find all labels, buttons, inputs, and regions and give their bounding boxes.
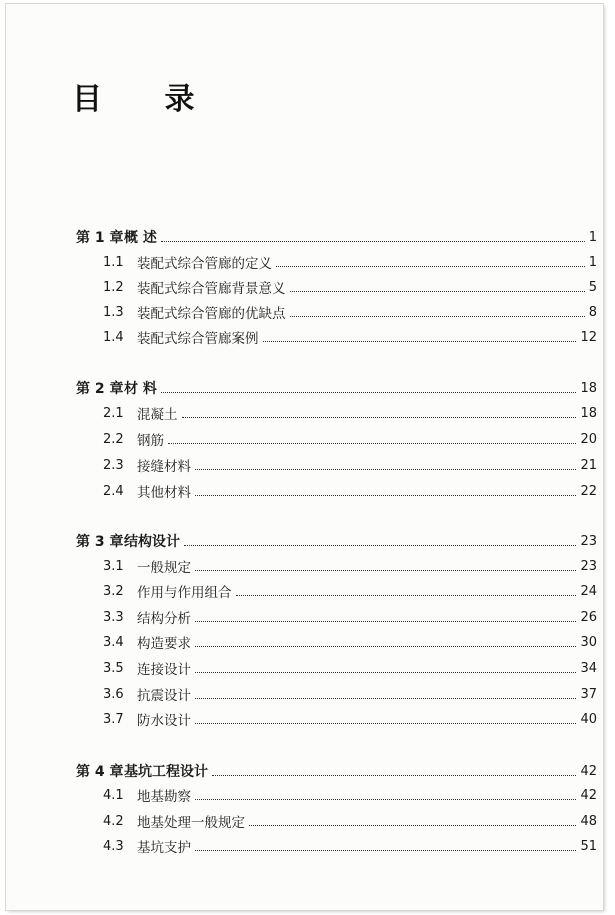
chapter-number: 第 2 章 — [76, 381, 124, 397]
page-number: 30 — [580, 634, 597, 650]
section-number: 2.4 — [103, 483, 124, 499]
chapter-number: 第 4 章 — [76, 764, 124, 780]
page-number: 34 — [580, 660, 597, 676]
page-number: 18 — [580, 380, 597, 396]
dot-leader — [290, 312, 585, 317]
section-title: 钢筋 — [137, 433, 164, 449]
page-number: 24 — [580, 583, 597, 599]
toc-section-1-4 — [6, 326, 603, 348]
chapter-title: 基坑工程设计 — [124, 764, 208, 780]
chapter-title: 概 述 — [124, 230, 157, 246]
dot-leader — [249, 821, 576, 826]
toc-chapter-3 — [6, 530, 603, 552]
page-number: 21 — [580, 457, 597, 473]
dot-leader — [182, 413, 577, 418]
section-title: 接缝材料 — [137, 459, 191, 475]
chapter-title: 结构设计 — [124, 534, 180, 550]
dot-leader — [195, 795, 576, 800]
section-title: 地基处理一般规定 — [137, 815, 245, 831]
toc-section-2-2 — [6, 428, 603, 450]
section-title: 作用与作用组合 — [137, 585, 232, 601]
dot-leader — [195, 617, 576, 622]
section-title: 构造要求 — [137, 636, 191, 652]
dot-leader — [195, 491, 576, 496]
page-number: 26 — [580, 609, 597, 625]
page-number: 42 — [580, 763, 597, 779]
dot-leader — [195, 846, 576, 851]
section-number: 2.1 — [103, 405, 124, 421]
page-number: 23 — [580, 558, 597, 574]
toc-section-4-3 — [6, 835, 603, 857]
dot-leader — [290, 287, 585, 292]
section-number: 1.3 — [103, 304, 124, 320]
dot-leader — [195, 694, 576, 699]
section-number: 4.3 — [103, 838, 124, 854]
toc-section-3-4 — [6, 631, 603, 653]
toc-section-3-6 — [6, 683, 603, 705]
page-number: 37 — [580, 686, 597, 702]
dot-leader — [236, 591, 577, 596]
section-title: 装配式综合管廊的优缺点 — [137, 306, 286, 322]
page-number: 1 — [588, 229, 597, 245]
toc-section-2-1 — [6, 402, 603, 424]
dot-leader — [161, 388, 577, 393]
table-of-contents — [6, 4, 603, 910]
section-number: 1.2 — [103, 279, 124, 295]
dot-leader — [168, 439, 576, 444]
dot-leader — [212, 771, 576, 776]
dot-leader — [161, 237, 585, 242]
section-number: 1.1 — [103, 254, 124, 270]
toc-chapter-1 — [6, 226, 603, 248]
section-title: 连接设计 — [137, 662, 191, 678]
section-title: 基坑支护 — [137, 840, 191, 856]
page-number: 20 — [580, 431, 597, 447]
page-number: 12 — [580, 329, 597, 345]
section-title: 混凝土 — [137, 407, 178, 423]
dot-leader — [195, 465, 576, 470]
section-number: 3.5 — [103, 660, 124, 676]
dot-leader — [184, 541, 576, 546]
page-number: 1 — [588, 254, 597, 270]
toc-section-4-1 — [6, 784, 603, 806]
section-title: 装配式综合管廊背景意义 — [137, 281, 286, 297]
toc-chapter-4 — [6, 760, 603, 782]
toc-section-3-1 — [6, 555, 603, 577]
toc-section-2-4 — [6, 480, 603, 502]
section-number: 3.1 — [103, 558, 124, 574]
section-title: 地基勘察 — [137, 789, 191, 805]
dot-leader — [195, 719, 576, 724]
toc-section-3-3 — [6, 606, 603, 628]
section-title: 装配式综合管廊的定义 — [137, 256, 272, 272]
page-number: 22 — [580, 483, 597, 499]
page-number: 42 — [580, 787, 597, 803]
page-title: 目 录 — [72, 82, 221, 117]
page-number: 48 — [580, 813, 597, 829]
section-number: 1.4 — [103, 329, 124, 345]
page-number: 23 — [580, 533, 597, 549]
section-title: 结构分析 — [137, 611, 191, 627]
toc-chapter-2 — [6, 377, 603, 399]
section-title: 抗震设计 — [137, 688, 191, 704]
toc-section-1-2 — [6, 276, 603, 298]
section-number: 2.3 — [103, 457, 124, 473]
section-number: 3.7 — [103, 711, 124, 727]
chapter-number: 第 3 章 — [76, 534, 124, 550]
toc-section-3-2 — [6, 580, 603, 602]
section-number: 4.2 — [103, 813, 124, 829]
section-number: 3.4 — [103, 634, 124, 650]
dot-leader — [276, 262, 585, 267]
section-number: 4.1 — [103, 787, 124, 803]
section-title: 其他材料 — [137, 485, 191, 501]
page-number: 5 — [588, 279, 597, 295]
toc-section-4-2 — [6, 810, 603, 832]
page-number: 18 — [580, 405, 597, 421]
toc-section-1-1 — [6, 251, 603, 273]
section-number: 3.6 — [103, 686, 124, 702]
toc-section-2-3 — [6, 454, 603, 476]
toc-section-3-7 — [6, 708, 603, 730]
dot-leader — [263, 337, 577, 342]
dot-leader — [195, 566, 576, 571]
section-title: 防水设计 — [137, 713, 191, 729]
section-title: 装配式综合管廊案例 — [137, 331, 259, 347]
page-number: 8 — [588, 304, 597, 320]
toc-section-3-5 — [6, 657, 603, 679]
section-number: 3.3 — [103, 609, 124, 625]
chapter-number: 第 1 章 — [76, 230, 124, 246]
dot-leader — [195, 642, 576, 647]
section-number: 3.2 — [103, 583, 124, 599]
section-title: 一般规定 — [137, 560, 191, 576]
page-number: 51 — [580, 838, 597, 854]
chapter-title: 材 料 — [124, 381, 157, 397]
book-page — [6, 4, 603, 910]
dot-leader — [195, 668, 576, 673]
page-number: 40 — [580, 711, 597, 727]
toc-section-1-3 — [6, 301, 603, 323]
section-number: 2.2 — [103, 431, 124, 447]
